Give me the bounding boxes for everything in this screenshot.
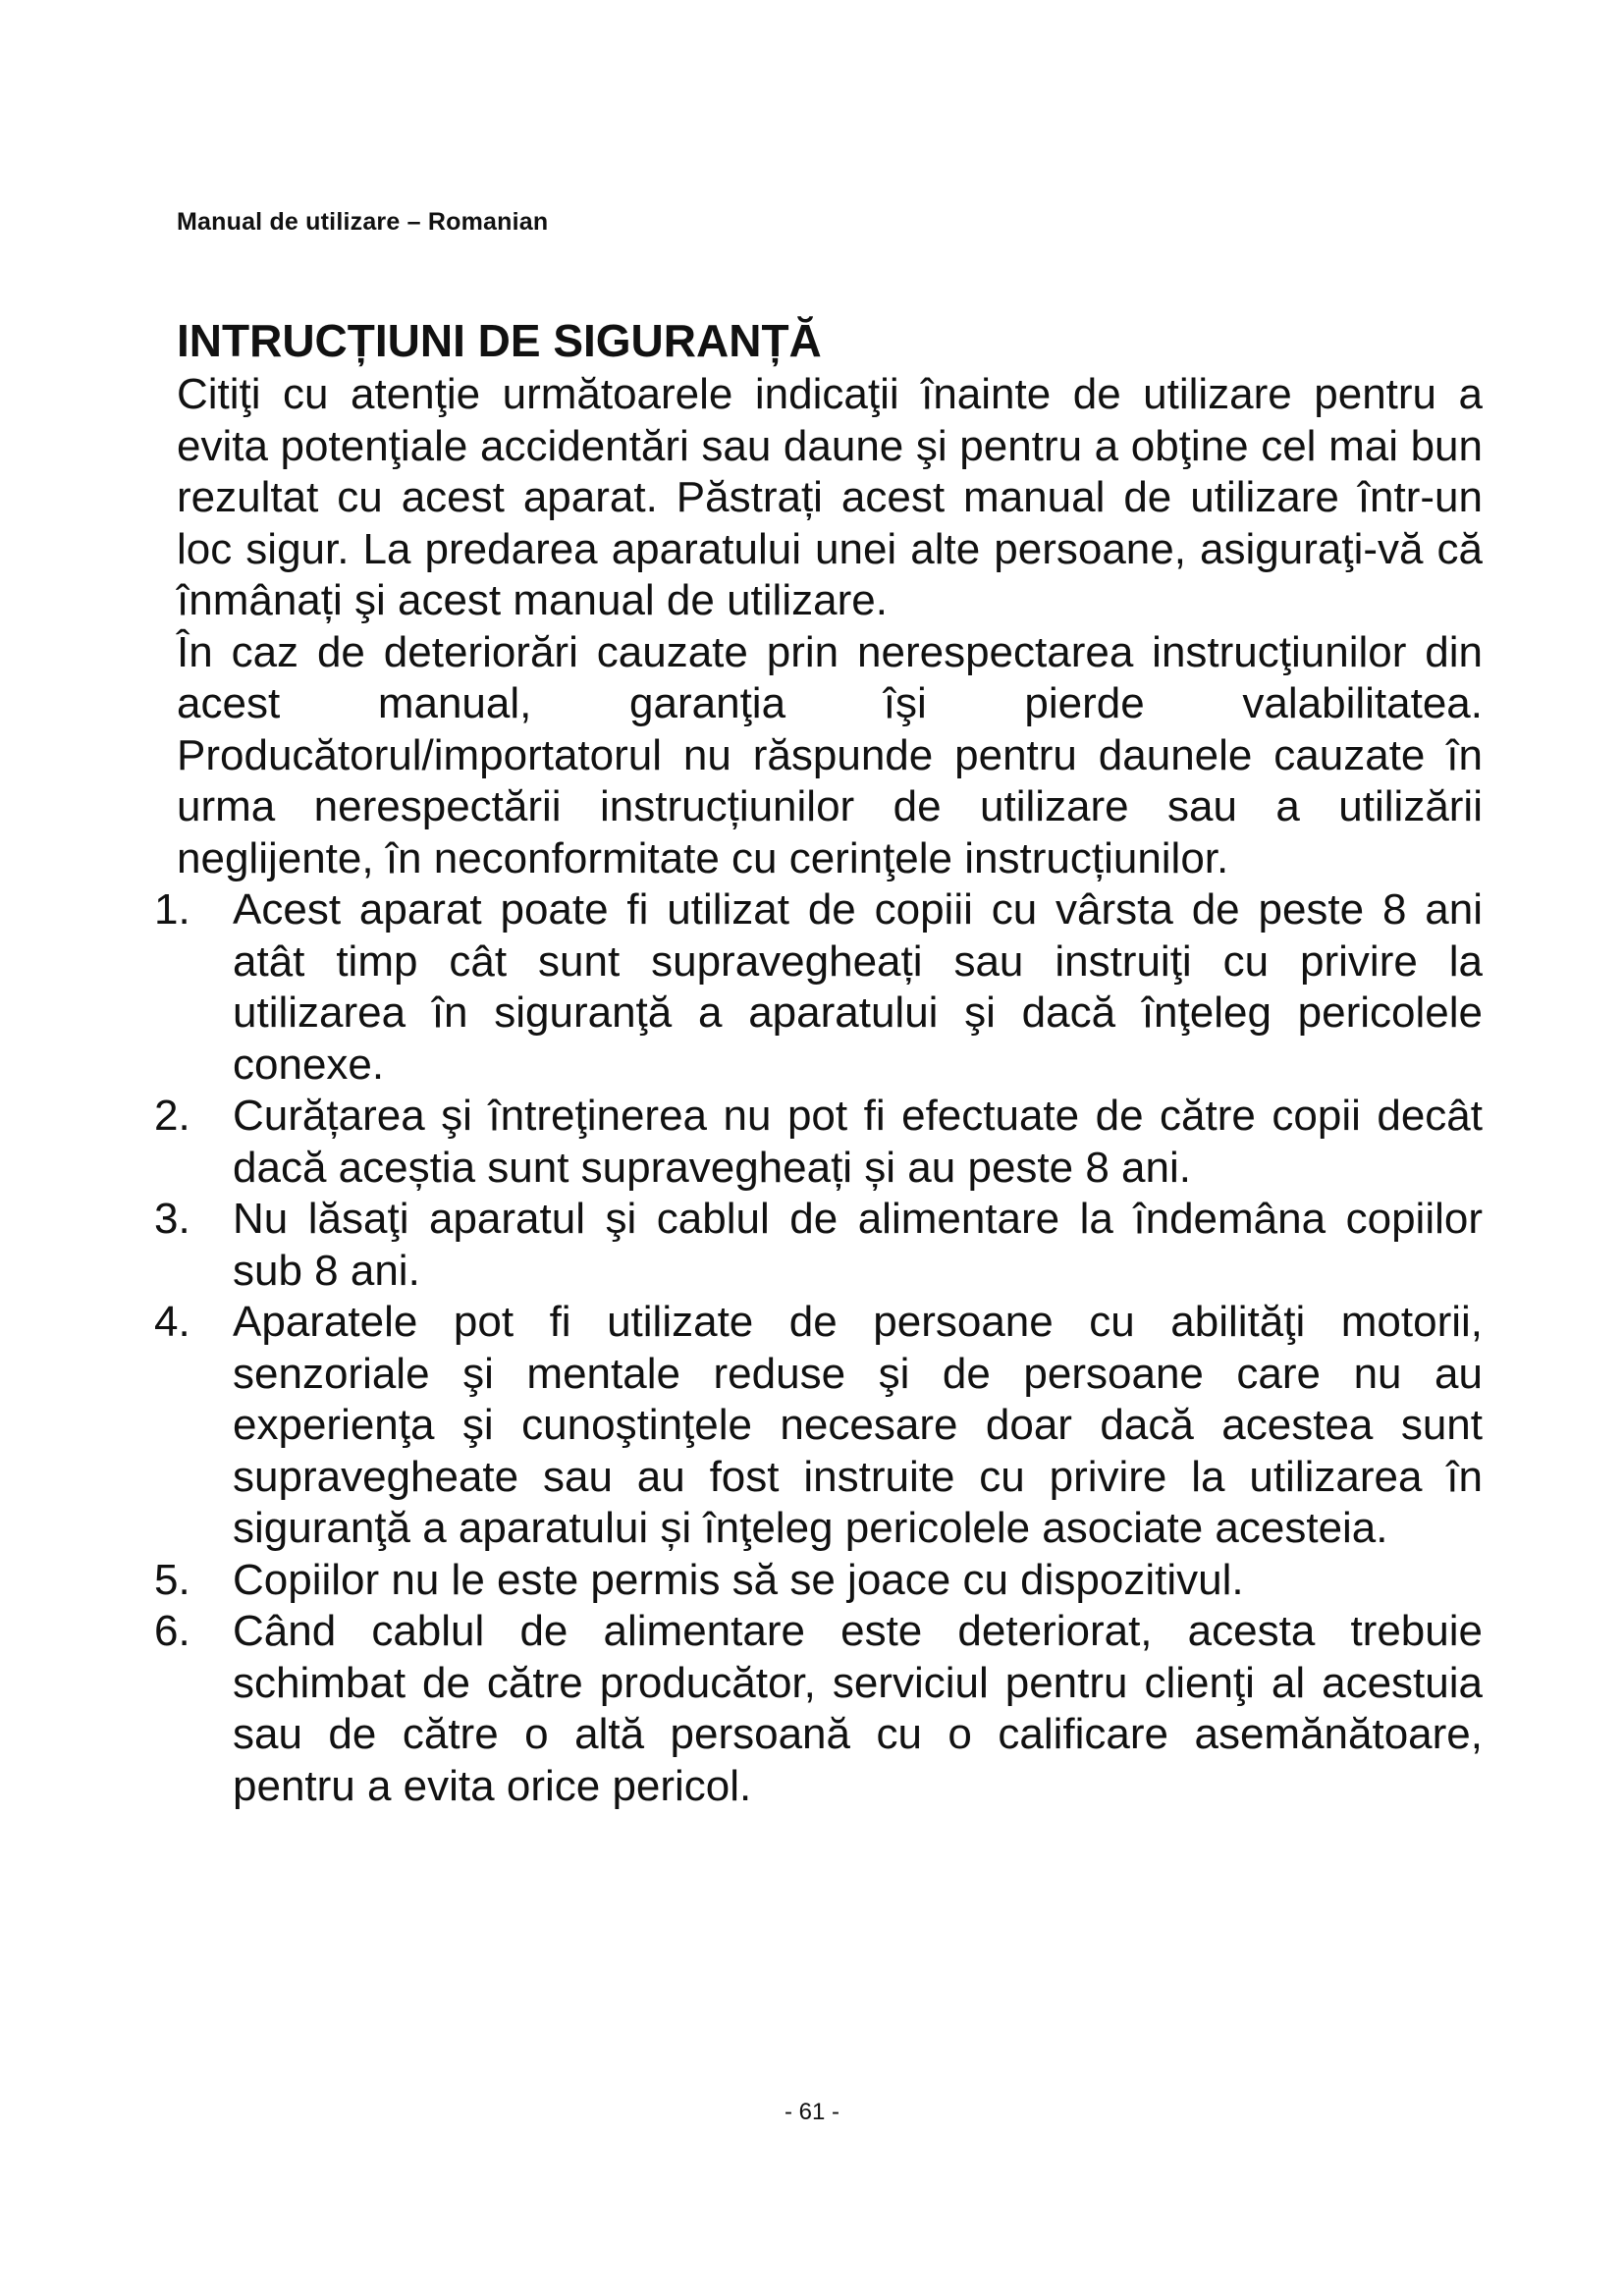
list-item xyxy=(154,1606,1483,1812)
list-item-text: Copiilor nu le este permis să se joace cu dispozitivul. xyxy=(233,1555,1244,1604)
list-item-number: 4. xyxy=(154,1298,190,1346)
list-item-number: 5. xyxy=(154,1555,190,1604)
list-item-text: Când cablul de alimentare este deteriorat, acesta trebuie schimbat de către producător, serviciul pentru clienţi al acestuia sau de către o altă persoană cu o calificare asemănătoare, pentru a evita orice pericol. xyxy=(233,1607,1483,1810)
safety-list xyxy=(154,884,1483,1812)
list-item-number: 2. xyxy=(154,1092,190,1140)
page-number: - 61 - xyxy=(784,2099,839,2125)
list-item-text: Nu lăsaţi aparatul şi cablul de alimentare la îndemâna copiilor sub 8 ani. xyxy=(233,1195,1483,1295)
safety-instructions-section xyxy=(154,312,1483,1812)
section-title: INTRUCȚIUNI DE SIGURANȚĂ xyxy=(177,315,822,366)
list-item xyxy=(154,1091,1483,1194)
list-item-number: 6. xyxy=(154,1607,190,1655)
intro-paragraph-2: În caz de deteriorări cauzate prin nerespectarea instrucţiunilor din acest manual, garanţia îşi pierde valabilitatea. Producătorul/importatorul nu răspunde pentru daunele cauzate în urma nerespectării instrucțiunilor de utilizare sau a utilizării neglijente, în neconformitate cu cerinţele instrucțiunilor. xyxy=(177,627,1483,882)
intro-paragraph-1: Citiţi cu atenţie următoarele indicaţii înainte de utilizare pentru a evita potenţiale accidentări sau daune şi pentru a obţine cel mai bun rezultat cu acest aparat. Păstrați acest manual de utilizare într-un loc sigur. La predarea aparatului unei alte persoane, asiguraţi-vă că înmânați şi acest manual de utilizare. xyxy=(177,370,1483,624)
list-item xyxy=(154,1194,1483,1297)
list-item-text: Curățarea şi întreţinerea nu pot fi efectuate de către copii decât dacă aceștia sunt supravegheați și au peste 8 ani. xyxy=(233,1092,1483,1192)
list-item xyxy=(154,1555,1483,1607)
list-item-text: Aparatele pot fi utilizate de persoane cu abilităţi motorii, senzoriale şi mentale reduse şi de persoane care nu au experienţa şi cunoştinţele necesare doar dacă acestea sunt supravegheate sau au fost instruite cu privire la utilizarea în siguranţă a aparatului și înţeleg pericolele asociate acesteia. xyxy=(233,1298,1483,1552)
list-item-number: 1. xyxy=(154,885,190,934)
list-item xyxy=(154,1297,1483,1555)
list-item xyxy=(154,884,1483,1091)
running-header: Manual de utilizare – Romanian xyxy=(177,208,549,236)
list-item-text: Acest aparat poate fi utilizat de copiii cu vârsta de peste 8 ani atât timp cât sunt supravegheați sau instruiţi cu privire la utilizarea în siguranţă a aparatului şi dacă înţeleg pericolele conexe. xyxy=(233,885,1483,1089)
list-item-number: 3. xyxy=(154,1195,190,1243)
